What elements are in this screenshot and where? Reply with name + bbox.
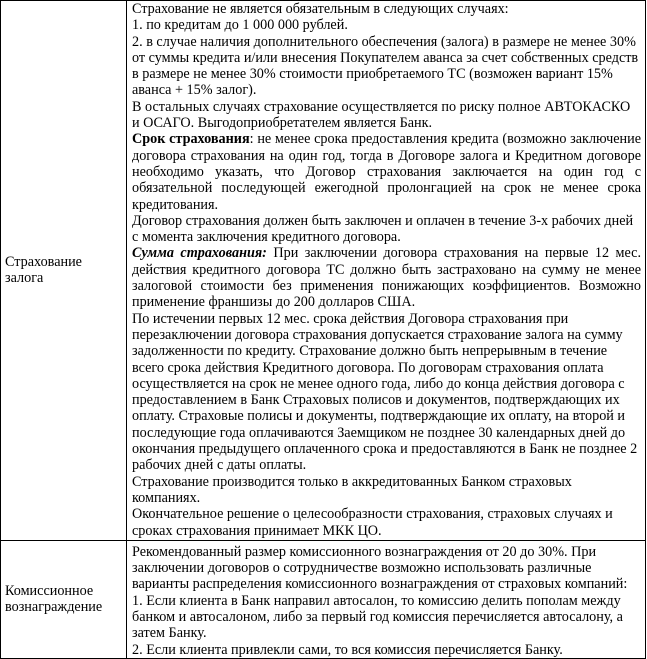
table-row-insurance — [1, 1, 646, 541]
sum-body: При заключении договора страхования на первые 12 мес. действия кредитного договора ТС должно быть застраховано на сумму не менее залоговой стоимости без применения понижающих коэффициентов. Возможно применение франшизы до 200 долларов США. — [132, 245, 641, 311]
paragraph: Страхование не является обязательным в следующих случаях: — [132, 1, 509, 17]
term-heading: Срок страхования — [132, 131, 250, 148]
table-row-commission — [1, 540, 646, 658]
row-label: Комиссионное вознаграждение — [5, 583, 103, 616]
term-body: : не менее срока предоставления кредита (возможно заключение договора страхования на один год, тогда в Договоре залога и Кредитном договоре необходимо указать, что Договор страхования заключается на один год с обязательной последующей ежегодной пролонгацией на срок не менее срока кредитования. — [132, 131, 641, 213]
paragraph: Договор страхования должен быть заключен и оплачен в течение 3-х рабочих дней с момента заключения кредитного договора. — [132, 212, 634, 246]
row-label-cell — [1, 540, 127, 658]
paragraph: 2. в случае наличия дополнительного обеспечения (залога) в размере не менее 30% от суммы кредита и/или внесения Покупателем аванса за счет собственных средств в размере не менее 30% стоимости приобретаемого ТС (возможен вариант 15% аванса + 15% залог). — [132, 33, 639, 99]
row-label: Страхование залога — [5, 254, 82, 287]
sum-heading: Сумма страхования: — [132, 245, 267, 262]
paragraph — [132, 131, 641, 212]
row-content-cell — [127, 1, 646, 541]
paragraph: Окончательное решение о целесообразности страхования, страховых случаях и сроках страхования принимает МКК ЦО. — [132, 506, 613, 539]
row-label-cell — [1, 1, 127, 541]
paragraph: По истечении первых 12 мес. срока действия Договора страхования при перезаключении договора страхования допускается страхование залога на сумму задолженности по кредиту. Страхование должно быть непрерывным в течение всего срока действия Кредитного договора. По договорам страхования оплата осуществляется на срок не менее одного года, либо до конца действия договора с предоставлением в Банк Страховых полисов и документов, подтверждающих их оплату. Страховые полисы и документы, подтверждающие их оплату, на второй и последующие года оплачиваются Заемщиком не позднее 30 календарных дней до окончания предыдущего оплаченного срока и предоставляются в Банк не позднее 2 рабочих дней с даты оплаты. — [132, 310, 638, 474]
paragraph: Страхование производится только в аккредитованных Банком страховых компаниях. — [132, 473, 572, 506]
paragraph — [132, 245, 641, 310]
paragraph: 2. Если клиента привлекли сами, то вся комиссия перечисляется Банку. — [132, 641, 563, 658]
paragraph: 1. по кредитам до 1 000 000 рублей. — [132, 17, 348, 34]
paragraph: 1. Если клиента в Банк направил автосалон, то комиссию делить пополам между банком и автосалоном, либо за первый год комиссия перечисляется автосалону, а затем Банку. — [132, 592, 623, 642]
row-content-cell — [127, 540, 646, 658]
paragraph: В остальных случаях страхование осуществляется по риску полное АВТОКАСКО и ОСАГО. Выгодоприобретателем является Банк. — [132, 98, 631, 132]
paragraph: Рекомендованный размер комиссионного вознаграждения от 20 до 30%. При заключении договоров о сотрудничестве возможно использовать различные варианты распределения комиссионного вознаграждения от страховых компаний: — [132, 543, 628, 593]
